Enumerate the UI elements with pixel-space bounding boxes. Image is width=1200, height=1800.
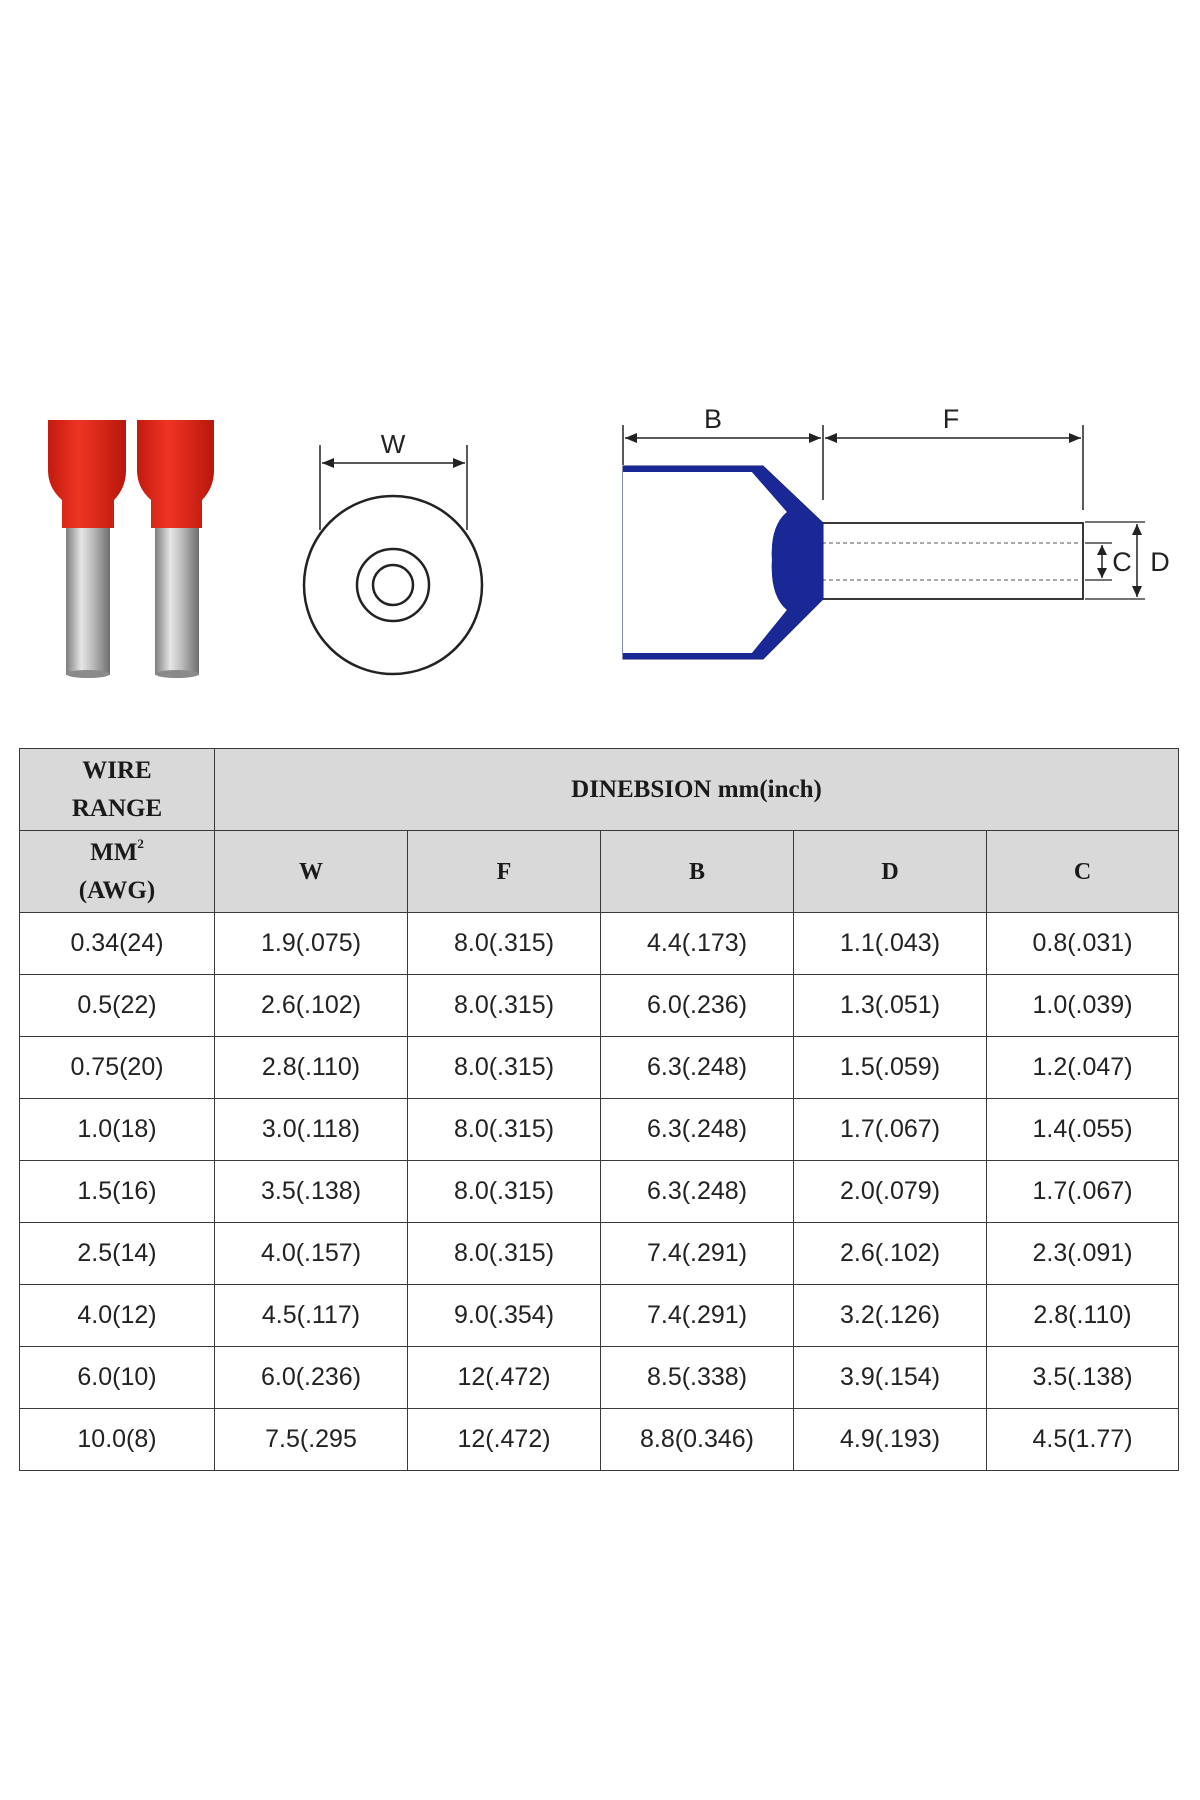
table-cell: 9.0(.354): [408, 1285, 601, 1347]
table-cell: 8.0(.315): [408, 1037, 601, 1099]
table-cell: 8.0(.315): [408, 975, 601, 1037]
table-cell: 12(.472): [408, 1347, 601, 1409]
label-f: F: [942, 404, 960, 434]
label-c: C: [1112, 547, 1132, 577]
table-cell: 4.4(.173): [601, 913, 794, 975]
table-cell: 1.9(.075): [215, 913, 408, 975]
table-cell: 1.0(.039): [987, 975, 1179, 1037]
table-cell: 2.8(.110): [215, 1037, 408, 1099]
wire-range-label-2: RANGE: [71, 794, 163, 822]
end-view: [304, 429, 482, 674]
table-cell: 8.0(.315): [408, 1099, 601, 1161]
wire-range-header: [20, 749, 215, 831]
table-cell: 2.6(.102): [794, 1223, 987, 1285]
table-cell: 3.2(.126): [794, 1285, 987, 1347]
table-row: [20, 1285, 1179, 1347]
unit-label-1: MM: [90, 838, 138, 866]
table-cell: 1.5(16): [20, 1161, 215, 1223]
table-row: [20, 1347, 1179, 1409]
table-cell: 8.5(.338): [601, 1347, 794, 1409]
unit-superscript: 2: [137, 835, 144, 851]
wire-range-label-1: WIRE: [82, 756, 152, 784]
table-cell: 7.4(.291): [601, 1223, 794, 1285]
table-cell: 6.3(.248): [601, 1099, 794, 1161]
table-cell: 0.5(22): [20, 975, 215, 1037]
table-cell: 1.4(.055): [987, 1099, 1179, 1161]
column-header-f: F: [408, 831, 601, 913]
table-row: [20, 1037, 1179, 1099]
column-header-c: C: [987, 831, 1179, 913]
table-cell: 6.3(.248): [601, 1037, 794, 1099]
table-cell: 4.0(.157): [215, 1223, 408, 1285]
column-header-d: D: [794, 831, 987, 913]
table-row: [20, 913, 1179, 975]
table-cell: 2.5(14): [20, 1223, 215, 1285]
table-row: [20, 975, 1179, 1037]
label-b: B: [703, 404, 723, 434]
table-cell: 1.7(.067): [987, 1161, 1179, 1223]
table-cell: 7.4(.291): [601, 1285, 794, 1347]
table-cell: 4.5(.117): [215, 1285, 408, 1347]
table-cell: 3.0(.118): [215, 1099, 408, 1161]
table-cell: 4.9(.193): [794, 1409, 987, 1471]
table-cell: 8.0(.315): [408, 1161, 601, 1223]
table-cell: 2.8(.110): [987, 1285, 1179, 1347]
table-cell: 8.0(.315): [408, 913, 601, 975]
table-cell: 12(.472): [408, 1409, 601, 1471]
ferrule-diagram-svg: [0, 400, 1200, 710]
table-cell: 6.3(.248): [601, 1161, 794, 1223]
ferrule-photo: [48, 420, 214, 678]
table-cell: 7.5(.295: [215, 1409, 408, 1471]
table-cell: 0.34(24): [20, 913, 215, 975]
table-header-row-2: [20, 831, 1179, 913]
table-cell: 2.6(.102): [215, 975, 408, 1037]
table-cell: 2.3(.091): [987, 1223, 1179, 1285]
table-row: [20, 1223, 1179, 1285]
table-cell: 3.9(.154): [794, 1347, 987, 1409]
label-d: D: [1150, 547, 1170, 577]
dimension-header: DINEBSION mm(inch): [215, 749, 1179, 831]
table-cell: 4.0(12): [20, 1285, 215, 1347]
unit-label-2: (AWG): [78, 876, 156, 904]
ferrule-figure: [0, 400, 1200, 710]
column-header-w: W: [215, 831, 408, 913]
unit-header: [20, 831, 215, 913]
table-cell: 1.7(.067): [794, 1099, 987, 1161]
table-cell: 1.5(.059): [794, 1037, 987, 1099]
table-row: [20, 1409, 1179, 1471]
table-cell: 6.0(.236): [215, 1347, 408, 1409]
table-row: [20, 1161, 1179, 1223]
table-cell: 0.75(20): [20, 1037, 215, 1099]
table-cell: 3.5(.138): [215, 1161, 408, 1223]
table-cell: 3.5(.138): [987, 1347, 1179, 1409]
table-cell: 6.0(.236): [601, 975, 794, 1037]
table-header-row-1: [20, 749, 1179, 831]
table-row: [20, 1099, 1179, 1161]
side-view: [623, 404, 1170, 659]
ferrule-photo-left: [48, 420, 126, 678]
table-cell: 1.2(.047): [987, 1037, 1179, 1099]
table-cell: 6.0(10): [20, 1347, 215, 1409]
table-cell: 0.8(.031): [987, 913, 1179, 975]
dimension-table: [19, 748, 1179, 1471]
table-cell: 1.3(.051): [794, 975, 987, 1037]
table-cell: 4.5(1.77): [987, 1409, 1179, 1471]
table-cell: 1.0(18): [20, 1099, 215, 1161]
table-cell: 1.1(.043): [794, 913, 987, 975]
table-cell: 8.0(.315): [408, 1223, 601, 1285]
table-cell: 8.8(0.346): [601, 1409, 794, 1471]
table-cell: 2.0(.079): [794, 1161, 987, 1223]
table-cell: 10.0(8): [20, 1409, 215, 1471]
column-header-b: B: [601, 831, 794, 913]
ferrule-photo-right: [137, 420, 214, 678]
label-w: W: [380, 429, 406, 459]
